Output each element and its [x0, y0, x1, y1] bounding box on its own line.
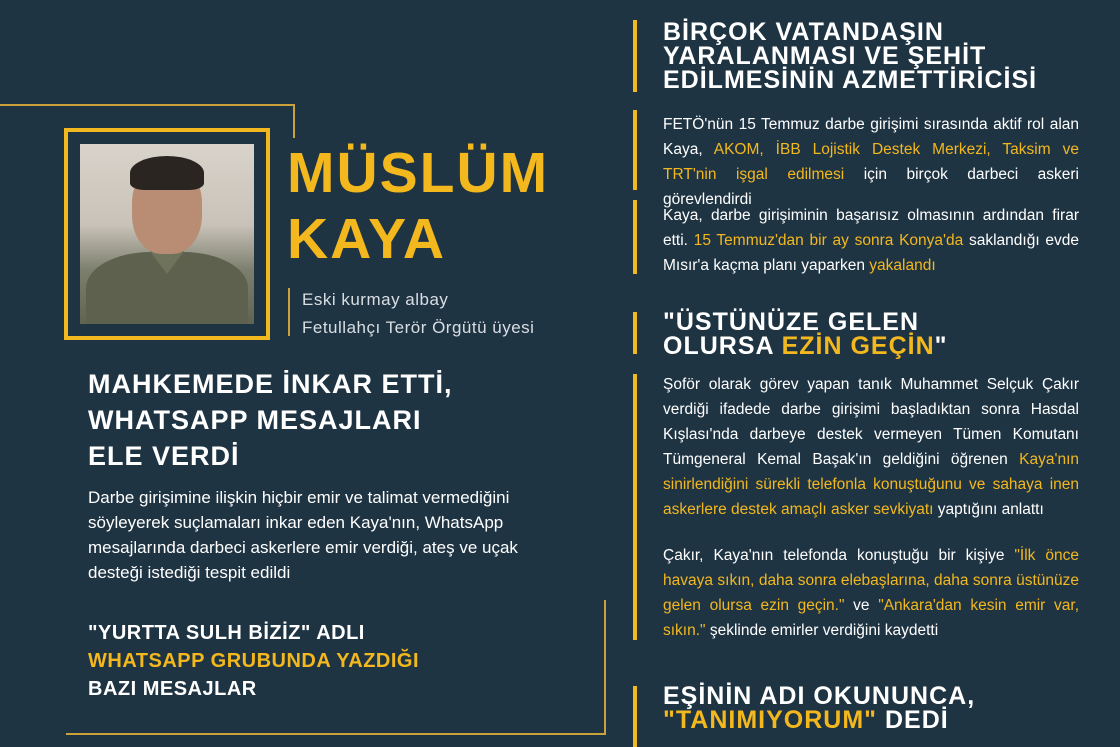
- section3-heading-line-2: "TANIMIYORUM" DEDİ: [663, 706, 949, 734]
- section-bar-3: [633, 686, 637, 747]
- main-headline: [88, 366, 453, 474]
- name-line-2: KAYA: [287, 207, 447, 271]
- frame-line-bottom-right: [604, 600, 606, 735]
- section1-heading-line-2: YARALANMASI VE ŞEHİT: [663, 42, 987, 70]
- section-bar-1: [633, 20, 637, 92]
- section-bar-2: [633, 312, 637, 354]
- subtitle-affiliation: Fetullahçı Terör Örgütü üyesi: [302, 318, 535, 337]
- subhead-line-3: BAZI MESAJLAR: [88, 678, 257, 700]
- subtitle-divider: [288, 288, 290, 336]
- section2-heading: [663, 310, 948, 358]
- section2-heading-line-1: "ÜSTÜNÜZE GELEN: [663, 308, 920, 336]
- section-bar-1c: [633, 200, 637, 274]
- headline-line-2: WHATSAPP MESAJLARI: [88, 405, 422, 435]
- section3-heading-line-1: EŞİNİN ADI OKUNUNCA,: [663, 682, 976, 710]
- section2-heading-line-2: OLURSA EZİN GEÇİN": [663, 332, 948, 360]
- portrait-frame: [64, 128, 270, 340]
- frame-line-top: [0, 104, 293, 106]
- messages-subhead: [88, 619, 419, 703]
- person-name: [287, 140, 549, 272]
- section1-heading-line-1: BİRÇOK VATANDAŞIN: [663, 18, 944, 46]
- name-line-1: MÜSLÜM: [287, 141, 550, 205]
- section-bar-1b: [633, 110, 637, 190]
- section-bar-2b: [633, 374, 637, 640]
- section3-heading: [663, 684, 975, 732]
- section1-heading-line-3: EDİLMESİNİN AZMETTİRİCİSİ: [663, 66, 1038, 94]
- subtitle-rank: Eski kurmay albay: [302, 290, 449, 309]
- section1-heading: [663, 20, 1037, 92]
- frame-line-right: [293, 104, 295, 138]
- portrait-photo: [80, 144, 254, 324]
- frame-line-bottom: [66, 733, 606, 735]
- subhead-line-2: WHATSAPP GRUBUNDA YAZDIĞI: [88, 650, 420, 672]
- headline-line-1: MAHKEMEDE İNKAR ETTİ,: [88, 369, 453, 399]
- section1-paragraph-1: FETÖ'nün 15 Temmuz darbe girişimi sırasında aktif rol alan Kaya, AKOM, İBB Lojistik Destek Merkezi, Taksim ve TRT'nin işgal edilmesi için birçok darbeci askeri görevlendirdi: [663, 116, 1079, 208]
- section1-paragraph-2: Kaya, darbe girişiminin başarısız olmasının ardından firar etti. 15 Temmuz'dan bir ay sonra Konya'da saklandığı evde Mısır'a kaçma planı yaparken yakalandı: [663, 207, 1079, 274]
- headline-line-3: ELE VERDİ: [88, 441, 240, 471]
- subhead-line-1: "YURTTA SULH BİZİZ" ADLI: [88, 622, 365, 644]
- lead-paragraph: Darbe girişimine ilişkin hiçbir emir ve talimat vermediğini söyleyerek suçlamaları inkar eden Kaya'nın, WhatsApp mesajlarında darbeci askerlere emir verdiği, ateş ve uçak desteği istediği tespit edildi: [88, 488, 518, 582]
- section2-paragraph-2: Çakır, Kaya'nın telefonda konuştuğu bir kişiye "İlk önce havaya sıkın, daha sonra elebaşlarına, daha sonra üstünüze gelen olursa ezin geçin." ve "Ankara'dan kesin emir var, sıkın." şeklinde emirler verdiğini kaydetti: [663, 547, 1080, 639]
- section2-paragraph-1: Şoför olarak görev yapan tanık Muhammet Selçuk Çakır verdiği ifadede darbe girişimi başladıktan sonra Hasdal Kışlası'nda darbeye destek vermeyen Tümen Komutanı Tümgeneral Kemal Başak'ın geldiğini öğrenen Kaya'nın sinirlendiğini sürekli telefonla konuştuğunu ve sahaya inen askerlere destek amaçlı asker sevkiyatı yaptığını anlattı: [663, 376, 1079, 518]
